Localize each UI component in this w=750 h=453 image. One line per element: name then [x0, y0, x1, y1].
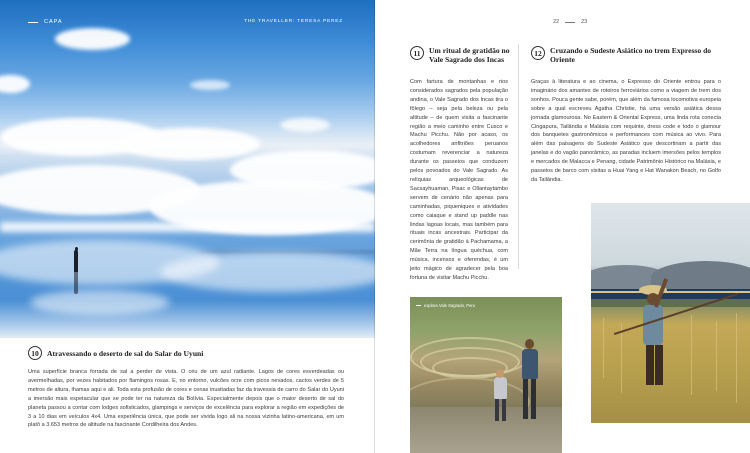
section-body: Com fartura de montanhas e rios considerados sagrados pela população andina, o Vale Sagrado dos Incas tira o fôlego – seja pela beleza ou pela altitude – de quem visita a fascinante região a meio caminho entre Cusco e Machu Picchu. Não por acaso, os acolhedores anfitriões peruanos costumam reverenciar a natureza durante os passeios que conduzem pelos povoados do Vale Sagrado. As relíquias arqueológicas de Sacsayhuaman, Pisac e Ollantaytambo servem de cenário não apenas para caminhadas, piqueniques e atividades como caiaque e stand up paddle nas lindas lagoas locais, mas também para rituais incas ancestrais. Participar da cerimônia de gratidão à Pachamama, a Mãe Terra na língua quéchua, com música, incensos e oferendas, é um jeito mágico de agradecer pela boa fortuna de visitar Machu Picchu.	[410, 79, 508, 281]
section-title: Um ritual de gratidão no Vale Sagrado dos Incas	[429, 46, 510, 64]
rice-field-photo	[591, 203, 750, 423]
section-title: Cruzando o Sudeste Asiático no trem Expresso do Oriente	[550, 46, 712, 64]
right-page	[375, 0, 750, 453]
salar-de-uyuni-photo	[0, 0, 375, 340]
section-number: 10	[28, 346, 42, 360]
page-numbers: 22 23	[553, 19, 588, 25]
section-number: 12	[531, 46, 545, 60]
section-10	[28, 346, 348, 430]
section-12	[531, 46, 721, 185]
section-title: Atravessando o deserto de sal do Salar do Uyuni	[47, 349, 204, 358]
running-head-section: CAPA	[28, 19, 63, 25]
section-body: Graças à literatura e ao cinema, o Expresso do Oriente entrou para o imaginário dos amantes de roteiros ferroviários como a viagem de trem dos sonhos. Pouca gente sabe, porém, que além da famosa locomotiva europeia sobre a qual escreveu Agatha Christie, há uma versão asiática dessa jornada glamourosa. No Eastern & Oriental Express, uma linda rota conecta Cingapura, Tailândia e Malásia com requinte, dress code e todo o glamour dos banquetes gastronômicos e performances com música ao vivo. Para além das paisagens do Sudeste Asiático que descortinam a partir das janelas e do vagão panorâmico, as paradas incluem imersões pelos templos e mercados de Malacca e Penang, cidade Patrimônio Histórico na Malásia, e passeios de barco com visitas a Huai Yang e Hat Wanakon Beach, no Golfo da Tailândia.	[531, 79, 721, 183]
column-divider	[518, 44, 519, 269]
walking-person-silhouette	[74, 250, 78, 272]
section-11	[410, 46, 510, 283]
photo-caption: explora Vale Sagrado, Peru	[424, 303, 476, 308]
section-body: Uma superfície branca forrada de sal a perder de vista. O céu de um azul radiante. Lagos de cores esverdeadas ou avermelhadas, por vezes habitados por flamingos rosas. E, no entorno, vulcões ocre com picos nevados, cactos verdes de 5 metros de altura, lhamas aqui e ali. Toda esta profusão de cores e cenas inusitadas faz da travessia de carro do Salar do Uyuni a imersão mais espetacular que se pode ter na natureza da Bolívia. Especialmente depois que o maior deserto de sal do planeta passou a contar com lodges sofisticados, glampings e serviços de excelência para explorar a região em expedições de 3 a 10 dias em veículos 4x4. Uma experiência única, que pode ser vivida logo ali na nossa vizinha latino-americana, em um platô a 3.653 metros de altitude na fascinante Cordilheira dos Andes.	[28, 369, 344, 429]
sacred-valley-photo	[410, 297, 562, 453]
section-number: 11	[410, 46, 424, 60]
running-head-byline: THE TRAVELLER: TERESA PEREZ	[244, 19, 343, 24]
